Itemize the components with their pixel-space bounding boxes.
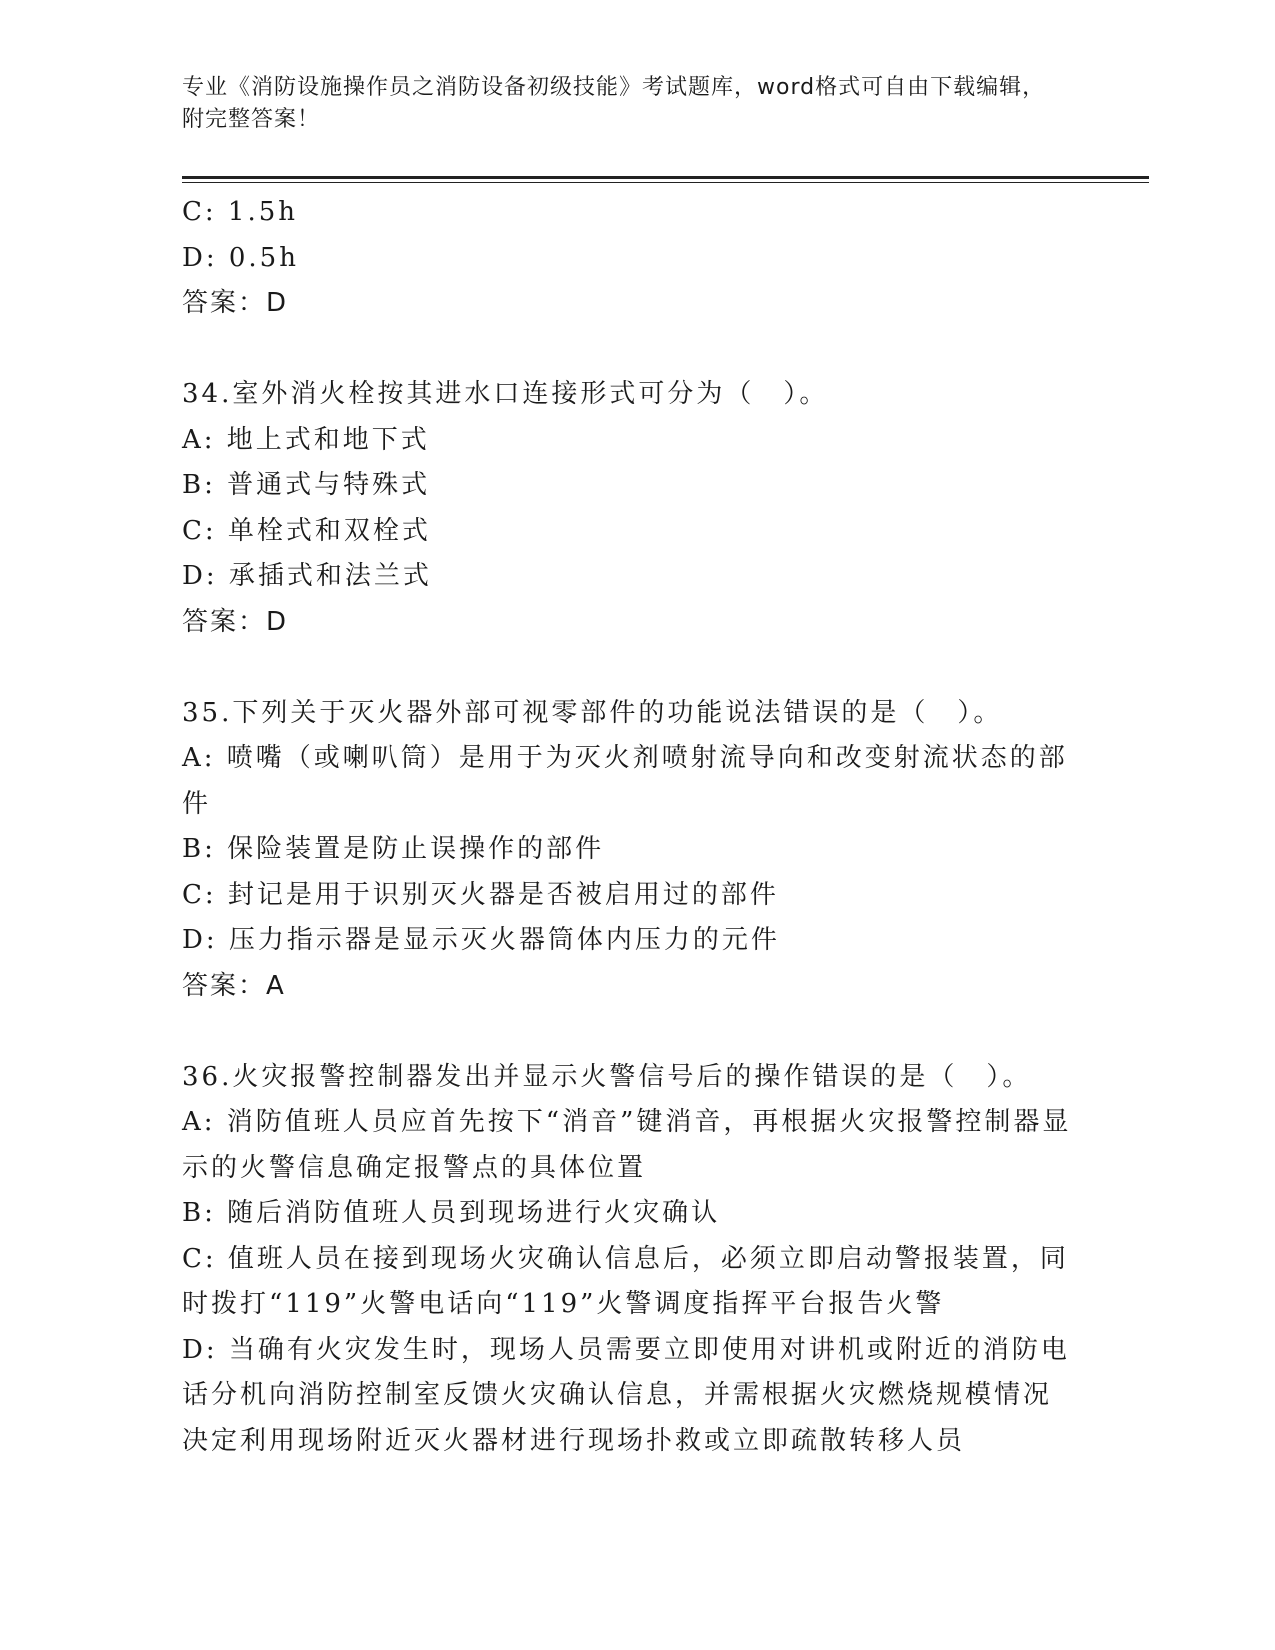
q36-stem: 36.火灾报警控制器发出并显示火警信号后的操作错误的是（ ）。 bbox=[182, 1061, 1032, 1092]
q35-answer: 答案：A bbox=[182, 970, 286, 1001]
q33-option-d: D: 0.5h bbox=[182, 242, 299, 273]
q33-option-c: C: 1.5h bbox=[182, 197, 299, 227]
q34-option-d: D: 承插式和法兰式 bbox=[182, 561, 432, 591]
q35-option-b: B: 保险装置是防止误操作的部件 bbox=[182, 834, 605, 864]
header-divider-thick bbox=[182, 176, 1149, 179]
q34-answer: 答案：D bbox=[182, 606, 289, 637]
q36-option-a: A: 消防值班人员应首先按下“消音”键消音，再根据火灾报警控制器显示的火警信息确定报警点的具体位置 bbox=[182, 1107, 1072, 1183]
q33-answer: 答案：D bbox=[182, 288, 289, 318]
q35-stem: 35.下列关于灭火器外部可视零部件的功能说法错误的是（ ）。 bbox=[182, 697, 1003, 728]
spacer bbox=[182, 327, 1072, 373]
q34-option-a: A: 地上式和地下式 bbox=[182, 424, 430, 455]
page-header-text: 专业《消防设施操作员之消防设备初级技能》考试题库，word格式可自由下载编辑，附完整答案！ bbox=[182, 75, 1046, 132]
document-body bbox=[182, 190, 1072, 1464]
q36-option-b: B: 随后消防值班人员到现场进行火灾确认 bbox=[182, 1198, 721, 1228]
q34-option-b: B: 普通式与特殊式 bbox=[182, 470, 431, 500]
q35-option-a: A: 喷嘴（或喇叭筒）是用于为灭火剂喷射流导向和改变射流状态的部件 bbox=[182, 743, 1068, 819]
q34-stem: 34.室外消火栓按其进水口连接形式可分为（ ）。 bbox=[182, 379, 829, 409]
header-divider-thin bbox=[182, 182, 1149, 183]
q35-option-d: D: 压力指示器是显示灭火器筒体内压力的元件 bbox=[182, 925, 780, 955]
q36-option-c: C: 值班人员在接到现场火灾确认信息后，必须立即启动警报装置，同时拨打“119”火警电话向“119”火警调度指挥平台报告火警 bbox=[182, 1243, 1069, 1319]
q36-option-d: D: 当确有火灾发生时，现场人员需要立即使用对讲机或附近的消防电话分机向消防控制室反馈火灾确认信息，并需根据火灾燃烧规模情况决定利用现场附近灭火器材进行现场扑救或立即疏散转移人员 bbox=[182, 1334, 1070, 1456]
spacer bbox=[182, 645, 1072, 691]
q34-option-c: C: 单栓式和双栓式 bbox=[182, 515, 431, 546]
q35-option-c: C: 封记是用于识别灭火器是否被启用过的部件 bbox=[182, 879, 779, 910]
spacer bbox=[182, 1009, 1072, 1055]
